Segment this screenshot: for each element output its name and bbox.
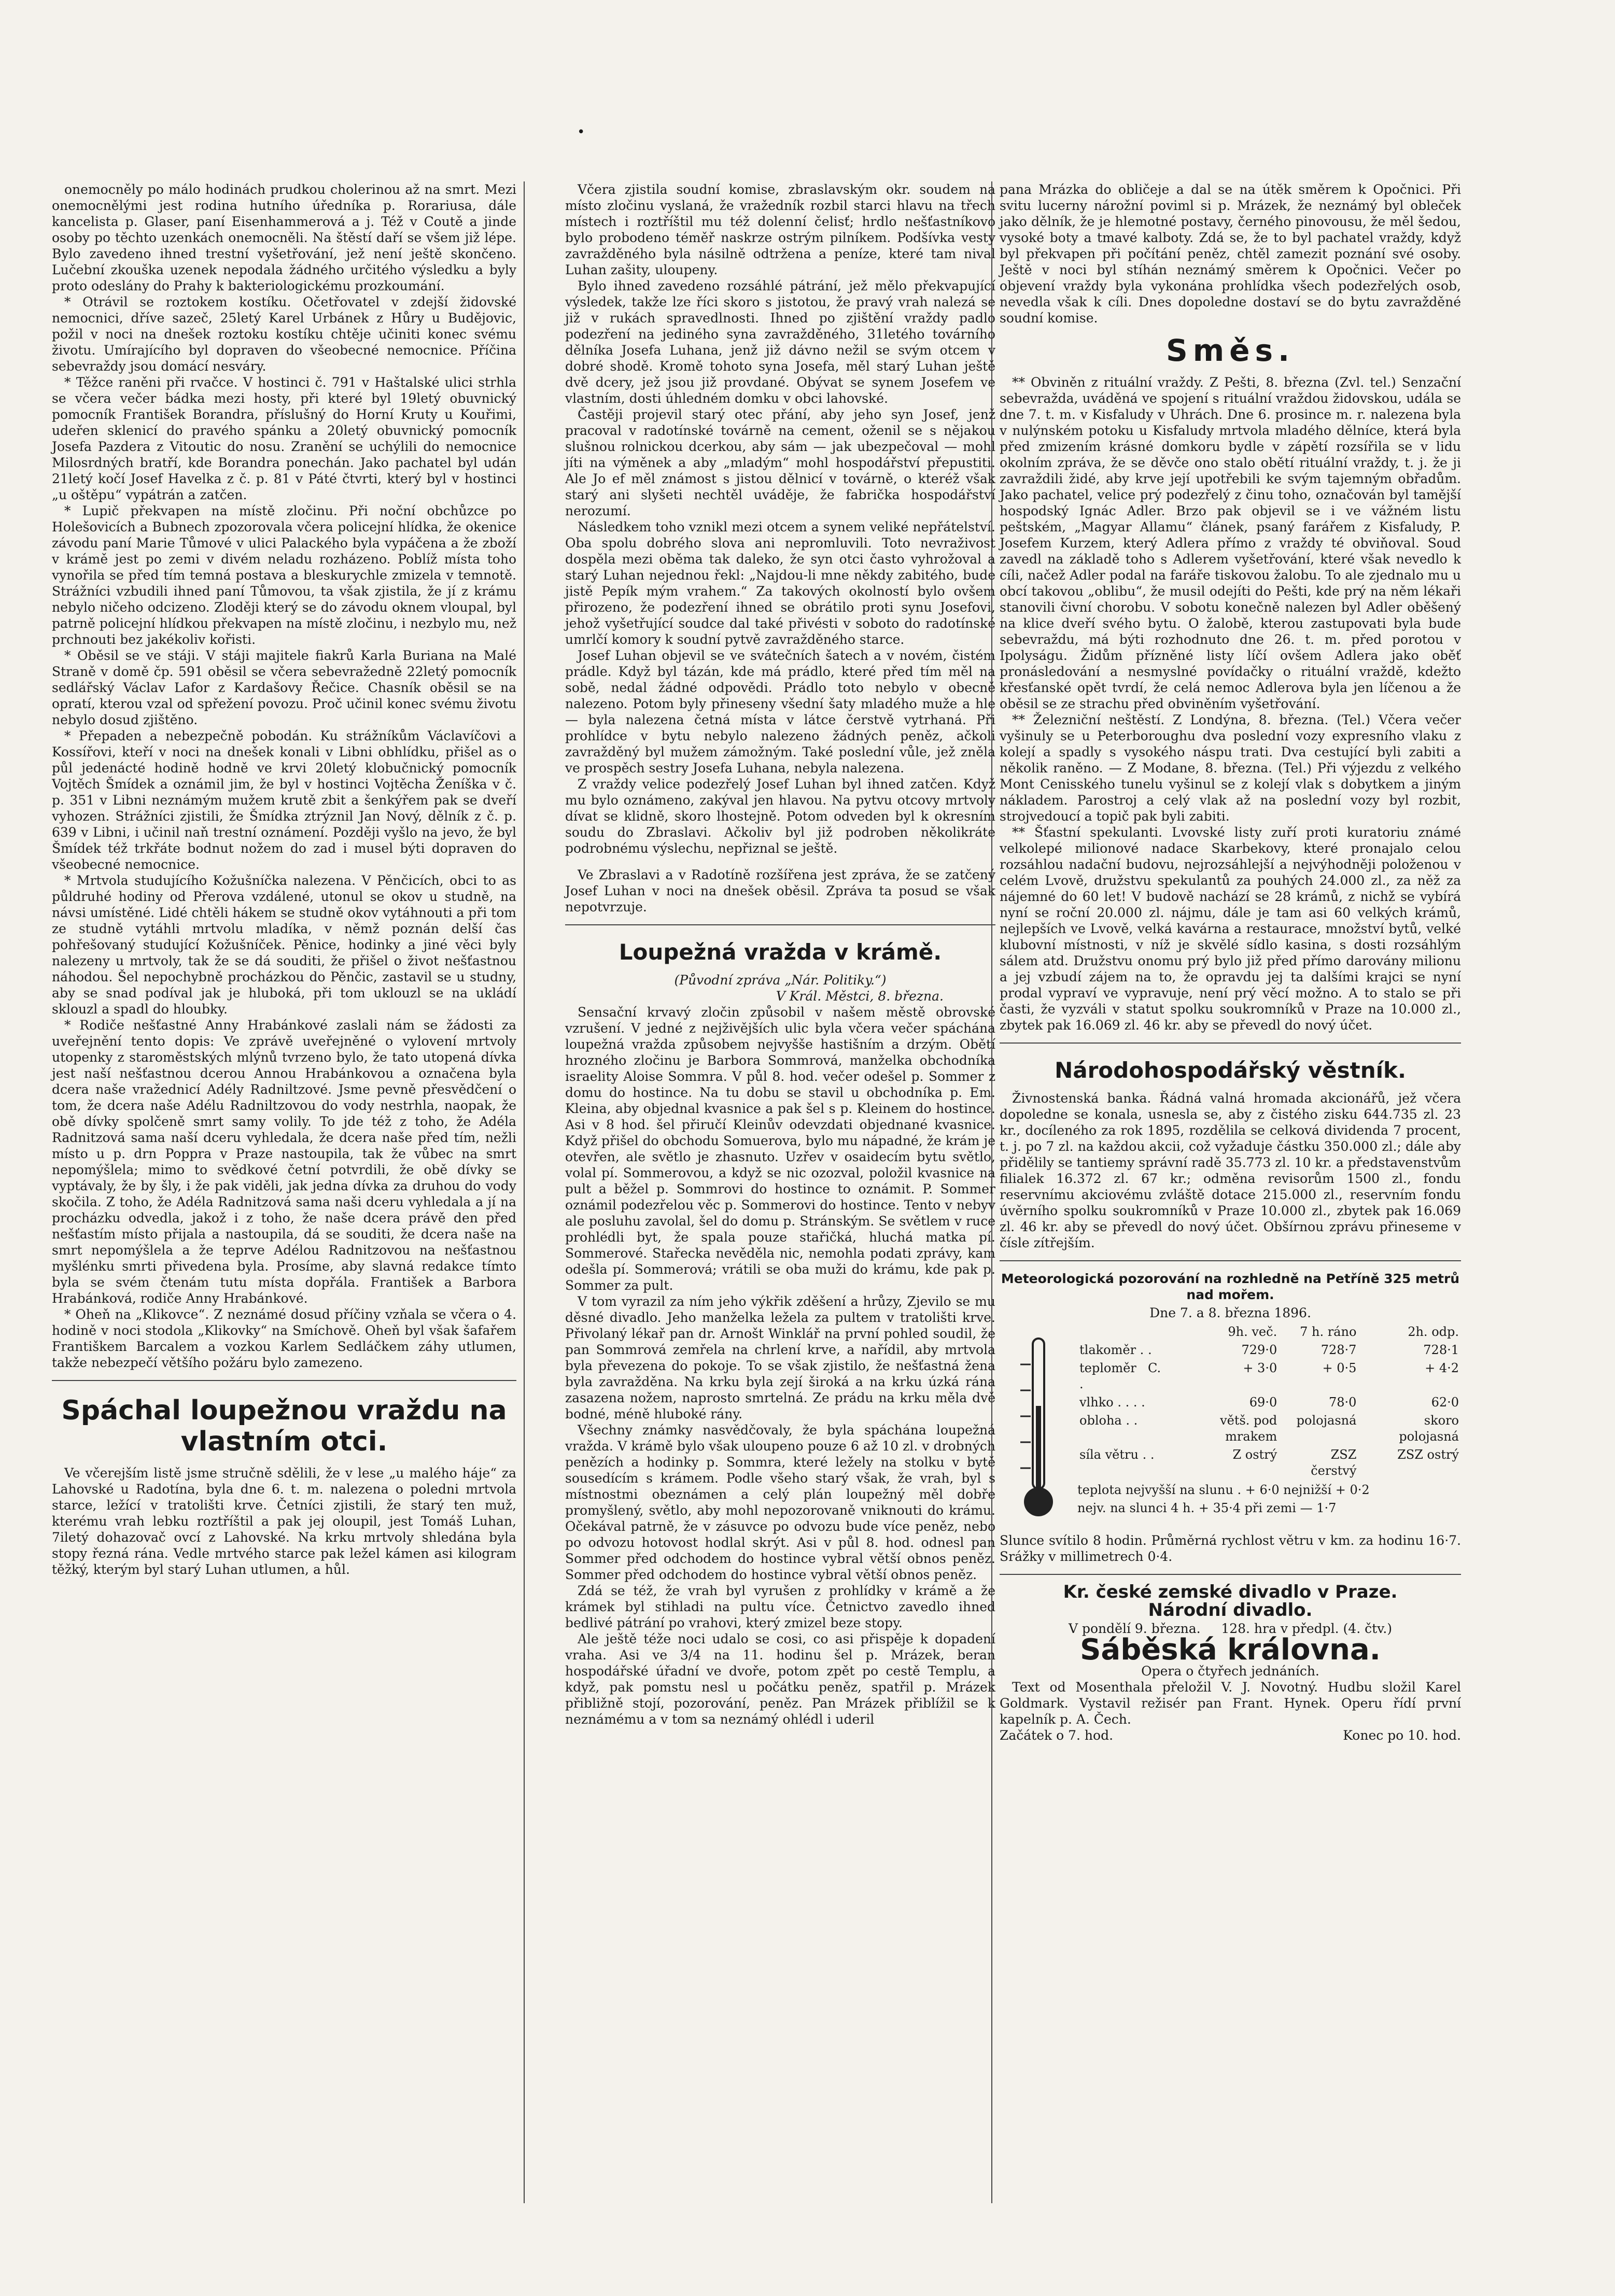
paragraph: Ale ještě téže noci udalo se cosi, co asi přispěje k dopadení vraha. Asi ve 3/4 na 11. hodinu šel p. Mrázek, beran hospodářské úřadní ve dvoře, potom zpět po cestě Templu, a když, pak pomstu nesl u počátku peněz, spatřil p. Mrázek přibližně stojí, pozorování, peněz. Pan Mrázek přiblížil se k neznámému a v tom sa neznámý ohlédl i uderil xyxy=(565,1631,995,1727)
weather-header: 9h. več. xyxy=(1228,1324,1277,1339)
weather-value: + 3·0 xyxy=(1243,1360,1277,1375)
divider xyxy=(1000,1260,1461,1261)
weather-value: větš. pod mrakem xyxy=(1220,1413,1277,1444)
paragraph: Josef Luhan objevil se ve svátečních šatech a v novém, čistém prádle. Když byl tázán, kde má prádlo, které před tím měl na sobě, nedal žádné odpovědi. Prádlo toto nebylo v obecně nalezeno. Potom byly přineseny všední šaty mladého muže a hle — byla nalezena četná místa v látce čerstvě vytrhaná. Při prohlídce v bytu nebylo nalezeno žádných peněz, ačkoli zavražděný byl mužem zámožným. Také poslední vůle, jež zněla ve prospěch sestry Josefa Luhana, nebyla nalezena. xyxy=(565,648,995,776)
column-2 xyxy=(565,181,995,1727)
weather-value: + 0·5 xyxy=(1322,1360,1357,1375)
weather-value: 728·7 xyxy=(1321,1342,1357,1357)
paragraph: Častěji projevil starý otec přání, aby jeho syn Josef, jenž pracoval v radotínské továrně na cement, oženil se s nějakou slušnou rolnickou dcerkou, aby sám — jak ubezpečoval — mohl jíti na výměnek a aby „mladým“ mohl hospodářství přepustiti. Ale Jo ef měl známost s jistou dělnicí v továrně, o kteréž však starý ani slyšeti nechtěl uváděje, že fabrička hospodářství nerozumí. xyxy=(565,407,995,518)
paragraph: * Přepaden a nebezpečně pobodán. Ku strážníkům Václavíčovi a Kossířovi, kteří v noci na dnešek konali v Libni obhlídku, přišel as o půl jedenácté hodině hodně ve krvi 20letý klobučnický pomocník Vojtěch Šmídek a oznámil jim, že byl v hostinci Vojtěcha Ženíška v č. p. 351 v Libni neznámým mužem krutě zbit a šenkýřem pak se dveří vyhozen. Strážníci zjistili, že Šmídka ztrýznil Jan Nový, dělník z č. p. 639 v Libni, i učinil naň trestní oznámení. Později vyšlo na jevo, že byl Šmídek též trkřáte bodnut nožem do zad i musel býti dopraven do všeobecné nemocnice. xyxy=(52,728,516,872)
weather-note: nejv. na slunci 4 h. + 35·4 při zemi — 1·7 xyxy=(1077,1500,1337,1515)
divider xyxy=(1000,1574,1461,1575)
paragraph: onemocněly po málo hodinách prudkou cholerinou až na smrt. Mezi onemocnělými jest rodina hutního úředníka p. Rorariusa, dále kancelista p. Glaser, paní Eisenhammerová a j. Též v Coutě a jinde osoby po těchto uzenkách onemocněli. Na štěstí daří se všem již lépe. Bylo zavedeno ihned trestní vyšetřování, jež není ještě skončeno. Lučební zkouška uzenek nepodala žádného určitého výsledku a byly proto odeslány do Prahy k bakteriologickému prozkoumání. xyxy=(52,182,516,293)
play-credits: Text od Mosenthala přeložil V. J. Novotný. Hudbu složil Karel Goldmark. Vystavil režisér pan Frant. Hynek. Operu řídí první kapelník p. A. Čech. xyxy=(1000,1679,1461,1727)
play-title: Sáběská královna. xyxy=(1080,1632,1381,1667)
paragraph: * Těžce raněni při rvačce. V hostinci č. 791 v Haštalské ulici strhla se včera večer bádka mezi hosty, při které byl 19letý obuvnický pomocník František Borandra, příslušný do Horní Kruty u Kouřimi, udeřen sklenicí do pravého spánku a 20letý obuvnický pomocník Josefa Pazdera z Vitoutic do nosu. Zranění se uchýlili do nemocnice Milosrdných bratří, kde Borandra ponechán. Jako pachatel byl udán 21letý kočí Josef Havelka z č. p. 81 v Páté čtvrti, který byl v hostinci „u oštěpu“ vypátrán a zatčen. xyxy=(52,375,516,502)
paragraph: Zdá se též, že vrah byl vyrušen z prohlídky v krámě a že krámek byl stihladi na pultu více. Četnictvo zavedlo ihned bedlivé pátrání po vrahovi, který zmizel beze stopy. xyxy=(565,1583,995,1631)
paragraph: * Rodiče nešťastné Anny Hrabánkové zaslali nám se žádosti za uveřejnění tento dopis: Ve zprávě uveřejněné o vylovení mrtvoly utopenky z staroměstských mlýnů tvrzeno bylo, že tato utopená dívka jest naší nešťastnou dcerou Annou Hrabánkovou a označena byla dcera naše vražednicí Adély Radniltzové. Jsme pevně přesvědčení o tom, že dcera naše Adélu Radniltzovou do vody nestrhla, naopak, že obě dívky spolčeně smrt samy volily. To jde též z toho, že Adéla Radnitzová sama naší dceru vyhledala, že dcera naše před tím, nežli místo u p. drn Poppra v Praze nastoupila, tak že vůbec na smrt nepomýšlela; mimo to svědkové četní potvrdili, že obě dívky se vyptávaly, že by šly, i že pak viděli, jak jedna dívka za druhou do vody skočila. Z toho, že Adéla Radnitzová sama naši dceru vyhledala a jí na procházku odvedla, jakož i z toho, že naše dcera právě den před nešťastím místo přijala a nastoupila, dá se souditi, že dcera naše na smrt nepomýšlela a že teprve Adélou Radnitzovou na nešťastnou myšlénku smrti přivedena byla. Prosíme, aby slavná redakce tímto byla se svém čtenám tutu místa dopřála. František a Barbora Hrabánková, rodiče Anny Hrabánkové. xyxy=(52,1018,516,1306)
thermometer-icon xyxy=(1000,1323,1077,1530)
weather-table xyxy=(1077,1323,1461,1480)
paragraph: Ve Zbraslavi a v Radotíně rozšířena jest zpráva, že se zatčený Josef Luhan v noci na dnešek oběsil. Zpráva ta posud se však nepotvrzuje. xyxy=(565,867,995,914)
weather-header: 7 h. ráno xyxy=(1300,1324,1357,1339)
paragraph: Následkem toho vznikl mezi otcem a synem veliké nepřátelství. Oba spolu dobrého slova ani nepromluvili. Toto nevraživost dospěla mezi oběma tak daleko, že syn otci často vyhrožoval a starý Luhan nejednou řekl: „Najdou-li mne někdy zabitého, bude jistě Pepík mým vrahem.“ Za takových okolností bylo ovšem přirozeno, že podezření ihned se obrátilo proti synu Josefovi, jehož vyšetřující soudce dal také přivésti v soboto do radotínské umrlčí komory k soudní pytvě zavražděného starce. xyxy=(565,519,995,647)
theatre-date: V pondělí 9. března. xyxy=(1069,1621,1201,1636)
paragraph: Sensační krvavý zločin způsobil v našem městě obrovské vzrušení. V jedné z nejživějších ulic byla včera večer spáchána loupežná vražda způsobem nejvyšše hastišním a drzým. Obětí hrozného zločinu je Barbora Sommrová, manželka obchodníka israelity Aloise Sommra. V půl 8. hod. večer odešel p. Sommer z domu do hostince. Na tu dobu se stavil u obchodníka p. Em. Kleina, aby objednal kvasnice a pak šel s p. Kleinem do hostince. Asi v 8 hod. šel přiručí Kleinův odevzdati objednané kvasnice. Když přišel do obchodu Somuerova, bylo mu nápadné, že krám je otevřen, ale světlo je zhasnuto. Uzřev v osaidecím bytu světlo, volal pí. Sommerovou, a když se nic ozozval, položil kvasnice na pult a běžel p. Sommrovi do hostince to oznámit. P. Sommer oznámil podezřelou věc p. Sommerovi do hostince. Tento v nebyv ale posluhu zavolal, šel do domu p. Stránským. Se světlem v ruce prohlédli byt, že spala pouze stařičká, hluchá matka pí. Sommerové. Stařecka nevěděla nic, nemohla podati zprávy, kam odešla pí. Sommerová; vrátili se oba muži do krámu, kde pak p. Sommer za pult. xyxy=(565,1005,995,1293)
paragraph: ** Obviněn z rituální vraždy. Z Pešti, 8. března (Zvl. tel.) Senzační sebevražda, uváděná ve spojení s rituální vraždou židovskou, udála se dne 7. t. m. v Kisfaludy v Uhrách. Dne 6. prosince m. r. nalezena byla v nulýnském potoku u Kisfaludy mrtvola mladého dělníce, která byla před zmizením krásné domkoru bydle v zápětí rozsířila se v lidu okolním zpráva, že se děvče ono stalo obětí rituální vraždy, t. j. že ji zavraždili židé, aby krve její upotřebili ke svým tajemným obřadům. Jako pachatel, velice prý podezřelý z činu toho, označován byl tamější hospodský Ignác Adler. Brzo pak objevil se i ve vážném listu peštském, „Magyar Allamu“ článek, psaný farářem z Kisfaludy, P. Josefem Kurzem, který Adlera přímo z vraždy té obviňoval. Soud zavedl na základě toho s Adlerem vyšetřování, které však nevedlo k cíli, načež Adler podal na faráře tiskovou žalobu. To ale zjednalo mu u obcí takovou „oblibu“, že musil odejíti do Pešti, kde prý na něm lékaři stanovili čivní chorobu. V sobotu konečně nalezen byl Adler oběšený na klice dveří svého bytu. O žalobě, kterou zastupovati byla bude sebevraždu, má býti rozhodnuto dne 26. t. m. před porotou v Ipolyságu. Židům přízněné listy líčí ovšem Adlera jako oběť pronásledování a nesmyslné povídačky o rituální vraždě, kdežto křesťanské opět tvrdí, že celá nemoc Adlerova byla jen líčenou a že oběsil se ze strachu před obviněním vyšetřování. xyxy=(1000,374,1461,711)
play-end: Konec po 10. hod. xyxy=(1343,1727,1461,1743)
paragraph: ** Šťastní spekulanti. Lvovské listy zuří proti kuratoriu známé velkolepé milionové nadace Skarbekovy, které pronajalo celou rozsáhlou nadační budovu, nejrozsáhlejší a nejvýhodněji položenou v celém Lvově, družstvu spekulantů za pouhých 24.000 zl., za něž za nájemné do 60 let! V budově nachází se 28 krámů, z nichž se vybírá nyní se roční 20.000 zl. nájmu, dále je tam asi 60 velkých krámů, nejlepších ve Lvově, velká kavárna a restaurace, množství bytů, velké klubovní místnosti, v níž je skvělé sídlo kasina, s dosti rozsáhlým sálem atd. Družstvu onomu prý bylo již před přímo darovány milionu a jej vzbudí zájem na to, že opravdu jej ta dalšími krajci se nyní prodal vypraví ve vypravuje, není prý věcí možno. A to stalo se při časti, že vyzváli v statut spolku soukromníků v Praze na 10.000 zl., zbytek pak 16.069 zl. 46 kr. aby se převedl do nový účet. xyxy=(1000,824,1461,1033)
article-heading: Spáchal loupežnou vraždu na vlastním otci. xyxy=(61,1395,507,1457)
play-description: Opera o čtyřech jednáních. xyxy=(1141,1663,1319,1679)
weather-value: 62·0 xyxy=(1431,1394,1459,1410)
paragraph: * Mrtvola studujícího Kožušníčka nalezena. V Pěnčicích, obci to as půldruhé hodiny od Přerova vzdálené, utonul se okov u studně, na návsi umístěné. Lidé chtěli hákem se studně okov vytáhnouti a při tom ze studně vytáhli mrtvolu mladíka, v němž poznán delší čas pohřešovaný studující Kožušníček. Pěnice, hodinky a jiné věci byly nalezeny u mrtvoly, tak že se dá souditi, že přišel o život nešťastnou náhodou. Šel nepochybně procházkou do Pěnčic, zastavil se u studny, aby se snad podíval jak je hluboká, při tom uklouzl se na ukládí sklouzl a spadl do hloubky. xyxy=(52,873,516,1017)
paragraph: V tom vyrazil za ním jeho výkřik zděšení a hrůzy, Zjevilo se mu děsné divadlo. Jeho manželka ležela za pultem v tratolišti krve. Přivolaný lékař pan dr. Arnošt Winklář na první pohled soudil, že pan Sommrová zemřela na chrlení krve, a nařídil, aby mrtvola byla převezena do pokoje. To se však zjistilo, že nešťastná žena byla zavražděna. Na krku byla zejí široká a na krku úzká rána zasazena nožem, naprosto smrtelná. Ze prádu na krku měla dvě bodné, méně hluboké rány. xyxy=(565,1294,995,1422)
article-source: (Původní zpráva „Nár. Politiky.“) xyxy=(674,973,887,988)
weather-value: Z ostrý xyxy=(1232,1447,1277,1462)
weather-value: + 4·2 xyxy=(1425,1360,1459,1375)
article-dateline: V Král. Městci, 8. března. xyxy=(776,989,944,1004)
column-3 xyxy=(1000,181,1461,1743)
paragraph: Všechny známky nasvědčovaly, že byla spáchána loupežná vražda. V krámě bylo však uloupeno pouze 6 až 10 zl. v drobných penězích a hodinky p. Sommra, které ležely na stolku v bytě sousedícím s krámem. Podle všeho starý však, že vrah, byl s místnostmi obeznámen a celý plán loupežný měl dobře promyšlený, světlo, aby mohl nepozorovaně vniknouti do krámu. Očekával patrně, že v zásuvce po odvozu bude více peněz, nebo po odvozu hotovost hodlal skrýt. Asi v půl 8. hod. odnesl pan Sommer před odchodem do hostince vybral větší obnos peněz. Sommer před odchodem do hostince vybral větší obnos peněz. xyxy=(565,1422,995,1583)
divider xyxy=(52,1380,516,1381)
weather-note: Slunce svítilo 8 hodin. Průměrná rychlost větru v km. za hodinu 16·7. Srážky v millimetrech 0·4. xyxy=(1000,1532,1461,1564)
weather-label: vlhko . . . . xyxy=(1079,1394,1145,1410)
section-heading: Směs. xyxy=(1165,333,1295,368)
paragraph: Bylo ihned zavedeno rozsáhlé pátrání, jež mělo překvapující výsledek, takže lze říci skoro s jistotou, že pravý vrah nalezá se již v rukách spravedlnosti. Ihned po zjištění vraždy padlo podezření na jediného syna zavražděného, 31letého továrního dělníka Josefa Luhana, jenž již dávno nežil se svým otcem v dobré shodě. Kromě tohoto syna Josefa, měl starý Luhan ještě dvě dcery, jež jsou již provdané. Obývat se synem Josefem ve vlastním, dosti úhledném domku v obci lahovské. xyxy=(565,278,995,406)
play-start: Začátek o 7. hod. xyxy=(1000,1727,1114,1743)
paragraph: * Otrávil se roztokem kostíku. Očetřovatel v zdejší židovské nemocnici, dříve sazeč, 25letý Karel Urbánek z Hůry u Budějovic, požil v noci na dnešek roztoku kostíku chtěje učiniti konec svému životu. Umírajícího byl dopraven do všeobecné nemocnice. Příčina sebevraždy jsou domácí nesváry. xyxy=(52,294,516,374)
theatre-subscription: 128. hra v předpl. (4. čtv.) xyxy=(1221,1621,1392,1636)
paragraph: Včera zjistila soudní komise, zbraslavským okr. soudem na místo zločinu vyslaná, že vražedník rozbil starci hlavu na třech místech i roztříštil mu též dolenní čelisť; hrdlo nešťastníkovo bylo probodeno téměř naskrze ostrým pilníkem. Podšívka vesty zavražděného byla násilně odtržena a peníze, které tam nival Luhan zašity, uloupeny. xyxy=(565,182,995,277)
weather-value: skoro polojasná xyxy=(1399,1413,1459,1444)
weather-label: síla větru . . xyxy=(1079,1447,1155,1462)
weather-header: 2h. odp. xyxy=(1408,1324,1459,1339)
weather-value: 78·0 xyxy=(1328,1394,1357,1410)
column-1 xyxy=(52,181,516,1577)
weather-value: 729·0 xyxy=(1241,1342,1277,1357)
weather-title: Meteorologická pozorování na rozhledně na Petříně 325 metrů nad mořem. xyxy=(1001,1271,1460,1302)
article-heading: Loupežná vražda v krámě. xyxy=(619,939,942,965)
paragraph: pana Mrázka do obličeje a dal se na útěk směrem k Opočnici. Při svitu lucerny nárožní poviml si p. Mrázek, že neznámý byl obleček jako dělník, že je hlemotné postavy, černého pinovousu, že měl šedou, vysoké boty a tmavé kalboty. Zdá se, že to byl pachatel vraždy, když byl překvapen při počítání peněz, chtěl zamezit poznání své osoby. Ještě v noci byl stíhán neznámý směrem k Opočnici. Večer po objevení vraždy byla vykonána prohlídka všech podezřelých osob, nevedla však k cíli. Dnes dopoledne dostaví se do bytu zavražděné soudní komise. xyxy=(1000,182,1461,326)
weather-label: obloha . . xyxy=(1079,1413,1138,1428)
column-rule xyxy=(524,181,525,2203)
paragraph: ** Železniční neštěstí. Z Londýna, 8. března. (Tel.) Včera večer vyšinuly se u Peterboroughu dva poslední vozy expresního vlaku z kolejí a spadly s vysokého náspu trati. Dva cestující byli zabiti a několik raněno. — Z Modane, 8. března. (Tel.) Při výjezdu z velkého Mont Cenisského tunelu vyšinul se z kolejí vlak s dobytkem a jiným nákladem. Parostroj a celý vlak až na poslední vozy byl rozbit, strojvedoucí a topič pak byli zabiti. xyxy=(1000,712,1461,824)
theatre-title: Kr. české zemské divadlo v Praze. xyxy=(1063,1581,1398,1602)
weather-value: polojasná xyxy=(1296,1413,1357,1428)
weather-value: ZSZ ostrý xyxy=(1397,1447,1459,1462)
page-ornament: • xyxy=(577,124,585,140)
paragraph: Ve včerejším listě jsme stručně sdělili, že v lese „u malého háje“ za Lahovské u Radotína, byla dne 6. t. m. nalezena o poledni mrtvola starce, ležící v tratolišti krve. Četníci zjistili, že starý ten muž, kterému vrah lebku roztříštil a pak jej oloupil, jest Tomáš Luhan, 7iletý dohazovač ovcí z Lahovské. Na krku mrtvoly shledána byla stopy řezná rána. Vedle mrtvého starce pak ležel kámen asi kilogram těžký, kterým byl starý Luhan utlumen, a hůl. xyxy=(52,1465,516,1577)
weather-label: teploměr C. . xyxy=(1079,1360,1161,1391)
paragraph: * Lupič překvapen na místě zločinu. Při noční obchůzce po Holešovicích a Bubnech zpozorovala včera policejní hlídka, že okenice závodu paní Marie Tůmové v ulici Palackého byla vypáčena a že zboží v krámě jest po zemi v divém neladu rozházeno. Poblíž místa toho vynořila se před tím temná postava a bleskurychle zmizela v temnotě. Strážníci vzbudili ihned paní Tůmovou, ta však zjistila, že jí z krámu nebylo ničeho odcizeno. Zloději který se do závodu oknem vloupal, byl patrně policejní hlídkou překvapen na místě zločinu, i nezbylo mu, než prchnouti bez jakékoliv kořisti. xyxy=(52,503,516,647)
weather-report xyxy=(1000,1271,1461,1565)
weather-label: tlakoměr . . xyxy=(1079,1342,1152,1357)
paragraph: * Oheň na „Klikovce“. Z neznámé dosud příčiny vzňala se včera o 4. hodině v noci stodola „Klikovky“ na Smíchově. Oheň byl však šafařem Františkem Barcalem a vozkou Karlem Sedláčkem záhy utlumen, takže nebezpečí většího požáru bylo zamezeno. xyxy=(52,1307,516,1370)
paragraph: Živnostenská banka. Řádná valná hromada akcionářů, jež včera dopoledne se konala, usnesla se, aby z čistého zisku 644.735 zl. 23 kr., docíleného za rok 1895, rozdělila se celková dividenda 7 procent, t. j. po 7 zl. na každou akcii, což vyžaduje částku 350.000 zl.; dále aby přidělily se tantiemy správní radě 35.773 zl. 10 kr. a představenstvům filialek 16.372 zl. 67 kr.; odměna revisorům 1500 zl., fondu reservnímu akciovému zvláště dotace 215.000 zl., reservním fondu úvěrního spolku soukromníků v Praze 10.000 zl., zbytek pak 16.069 zl. 46 kr. aby se převedl do nový účet. Obšírnou zprávu přineseme v čísle zítřejším. xyxy=(1000,1090,1461,1250)
weather-value: ZSZ čerstvý xyxy=(1311,1447,1357,1478)
theatre-subtitle: Národní divadlo. xyxy=(1148,1599,1313,1621)
weather-value: 728·1 xyxy=(1423,1342,1459,1357)
divider xyxy=(1000,1043,1461,1044)
theatre-listing xyxy=(1000,1581,1461,1743)
weather-value: 69·0 xyxy=(1249,1394,1277,1410)
weather-note: teplota nejvyšší na slunu . + 6·0 nejnižší + 0·2 xyxy=(1077,1482,1370,1497)
section-heading: Národohospodářský věstník. xyxy=(1055,1057,1406,1083)
paragraph: Z vraždy velice podezřelý Josef Luhan byl ihned zatčen. Když mu bylo oznámeno, zakýval jen hlavou. Na pytvu otcovy mrtvoly dívat se klidně, skoro lhostejně. Potom odveden byl k okresním soudu do Zbraslavi. Ačkoliv byl již podroben několikráte podrobnému výslechu, nepřiznal se ještě. xyxy=(565,777,995,856)
paragraph: * Oběsil se ve stáji. V stáji majitele fiakrů Karla Buriana na Malé Straně v domě čp. 591 oběsil se včera sebevražedně 22letý pomocník sedlářský Václav Lafor z Kardašovy Řečice. Chasník oběsil se na opratí, kterou vzal od spřežení povozu. Proč učinil konec svému životu nebylo dosud zjištěno. xyxy=(52,648,516,727)
divider xyxy=(565,924,995,925)
weather-date: Dne 7. a 8. března 1896. xyxy=(1149,1305,1311,1320)
play-times xyxy=(1000,1727,1461,1743)
